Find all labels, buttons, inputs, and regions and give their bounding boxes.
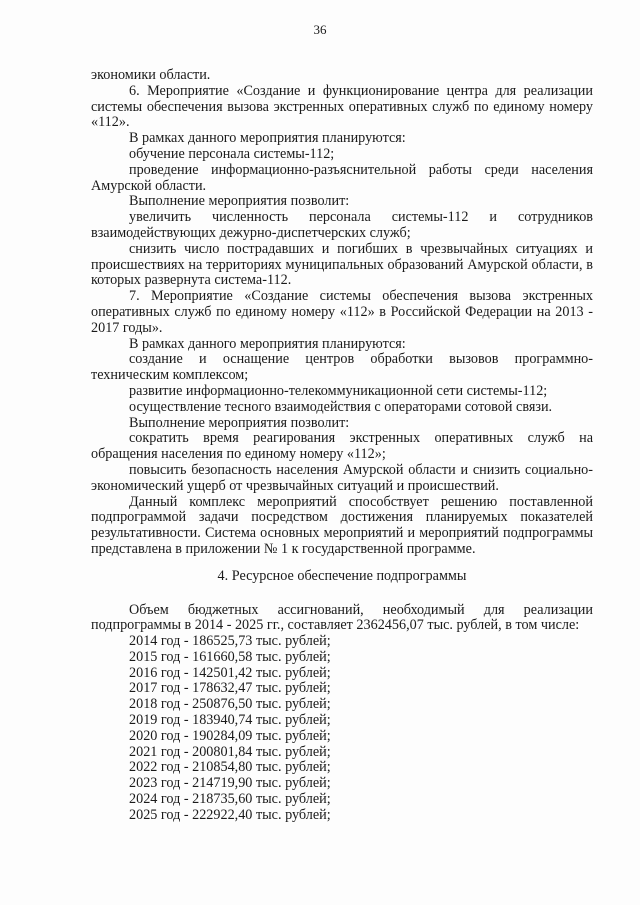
- paragraph: повысить безопасность населения Амурской области и снизить социально-экономический ущерб от чрезвычайных ситуаций и происшествий.: [91, 461, 593, 494]
- paragraph: осуществление тесного взаимодействия с операторами сотовой связи.: [129, 398, 553, 415]
- paragraph: обучение персонала системы-112;: [129, 145, 335, 162]
- paragraph: сократить время реагирования экстренных оперативных служб на обращения населения по единому номеру «112»;: [91, 430, 593, 463]
- paragraph: Данный комплекс мероприятий способствует решению поставленной подпрограммой задачи посредством достижения планируемых показателей результативности. Система основных мероприятий и мероприятий подпрограммы представлена в приложении № 1 к государственной программе.: [91, 493, 593, 557]
- paragraph: увеличить численность персонала системы-112 и сотрудников взаимодействующих дежурно-диспетчерских служб;: [91, 209, 593, 241]
- budget-year-item: 2024 год - 218735,60 тыс. рублей;: [129, 791, 331, 808]
- paragraph: Выполнение мероприятия позволит:: [129, 193, 350, 210]
- paragraph: В рамках данного мероприятия планируются:: [129, 335, 406, 352]
- budget-year-item: 2019 год - 183940,74 тыс. рублей;: [129, 712, 331, 729]
- budget-year-item: 2020 год - 190284,09 тыс. рублей;: [129, 727, 331, 744]
- budget-year-item: 2018 год - 250876,50 тыс. рублей;: [129, 696, 331, 713]
- paragraph: 6. Мероприятие «Создание и функционирование центра для реализации системы обеспечения вызова экстренных оперативных служб по единому номеру «112».: [91, 82, 593, 131]
- paragraph: 7. Мероприятие «Создание системы обеспечения вызова экстренных оперативных служб по единому номеру «112» в Российской Федерации на 2013 - 2017 годы».: [91, 288, 593, 336]
- budget-year-item: 2015 год - 161660,58 тыс. рублей;: [129, 648, 331, 665]
- budget-year-item: 2021 год - 200801,84 тыс. рублей;: [129, 743, 331, 760]
- paragraph: развитие информационно-телекоммуникационной сети системы-112;: [129, 382, 548, 399]
- budget-year-item: 2025 год - 222922,40 тыс. рублей;: [129, 806, 331, 823]
- document-body: [91, 68, 593, 824]
- budget-year-item: 2016 год - 142501,42 тыс. рублей;: [129, 664, 331, 681]
- budget-year-item: 2014 год - 186525,73 тыс. рублей;: [129, 633, 331, 650]
- page-number: 36: [313, 22, 327, 37]
- section-heading: 4. Ресурсное обеспечение подпрограммы: [217, 567, 467, 584]
- budget-year-item: 2023 год - 214719,90 тыс. рублей;: [129, 775, 331, 792]
- budget-year-item: 2022 год - 210854,80 тыс. рублей;: [129, 759, 331, 776]
- budget-intro: Объем бюджетных ассигнований, необходимый для реализации подпрограммы в 2014 - 2025 гг., составляет 2362456,07 тыс. рублей, в том числе:: [91, 601, 593, 634]
- paragraph: Выполнение мероприятия позволит:: [129, 414, 350, 431]
- paragraph: проведение информационно-разъяснительной работы среди населения Амурской области.: [91, 161, 593, 194]
- budget-year-item: 2017 год - 178632,47 тыс. рублей;: [129, 680, 331, 697]
- paragraph: В рамках данного мероприятия планируются:: [129, 130, 406, 147]
- paragraph: экономики области.: [91, 67, 211, 83]
- paragraph: снизить число пострадавших и погибших в чрезвычайных ситуациях и происшествиях на территориях муниципальных образований Амурской области, в которых развернута система-112.: [91, 240, 593, 289]
- budget-years-list: [91, 634, 593, 824]
- paragraph: создание и оснащение центров обработки вызовов программно-техническим комплексом;: [91, 351, 593, 384]
